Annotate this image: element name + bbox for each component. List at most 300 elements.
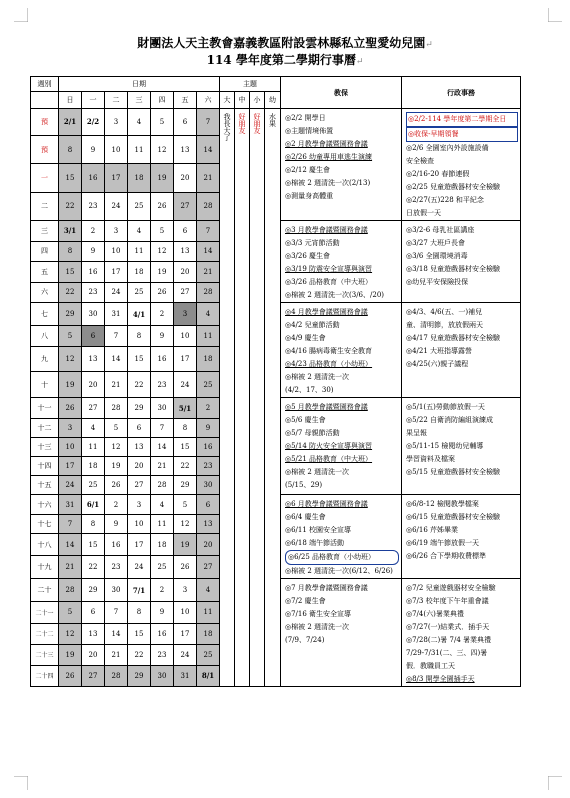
theme-name: 好朋友 <box>253 113 261 134</box>
date-cell: 5/1 <box>174 398 197 419</box>
theme-header-zhong: 中 <box>235 92 250 109</box>
admin-events-cell <box>402 109 521 221</box>
date-cell: 20 <box>82 372 105 398</box>
date-cell: 5 <box>59 602 82 623</box>
date-cell: 2 <box>82 221 105 242</box>
document-title: 財團法人天主教會嘉義教區附設雲林縣私立聖愛幼兒園↵ 114 學年度第二學期行事曆↵ <box>137 36 433 67</box>
week-label: 八 <box>31 326 59 347</box>
teaching-event: ◎棉被 2 週清洗一次 <box>285 373 350 381</box>
date-cell: 23 <box>197 457 220 476</box>
corner-mark-top-right <box>548 8 562 22</box>
date-header: 日期 <box>59 77 220 92</box>
teaching-event: ◎5 月教學會議暨園務會議 <box>285 403 368 411</box>
date-cell: 16 <box>151 623 174 644</box>
week-label: 十七 <box>31 515 59 533</box>
teaching-event: (7/9、7/24) <box>285 636 325 644</box>
date-cell: 8 <box>174 419 197 438</box>
date-cell: 17 <box>174 623 197 644</box>
week-label: 十一 <box>31 398 59 419</box>
date-cell: 17 <box>59 457 82 476</box>
date-cell: 22 <box>59 282 82 303</box>
date-cell: 26 <box>105 476 128 495</box>
date-cell: 4 <box>151 495 174 515</box>
date-cell: 6 <box>197 495 220 515</box>
admin-event: ◎5/11-15 檢閱幼兒輔導 <box>406 442 484 450</box>
week-label: 預 <box>31 135 59 163</box>
date-cell: 10 <box>105 241 128 262</box>
admin-event: ◎2/2-114 學年度第二學期全日 <box>406 112 518 127</box>
date-cell: 27 <box>197 556 220 579</box>
header-row <box>31 77 521 92</box>
date-cell: 31 <box>59 495 82 515</box>
day-header-fri: 五 <box>174 92 197 109</box>
date-cell: 29 <box>128 665 151 686</box>
date-cell: 19 <box>105 457 128 476</box>
date-cell: 22 <box>128 372 151 398</box>
date-cell: 29 <box>128 398 151 419</box>
admin-event: 日放假一天 <box>406 209 441 217</box>
date-cell: 3 <box>59 419 82 438</box>
date-cell: 2/1 <box>59 109 82 136</box>
date-cell: 17 <box>105 262 128 283</box>
teaching-event: ◎棉被 2 週清洗一次(2/13) <box>285 179 371 187</box>
date-cell: 4 <box>128 109 151 136</box>
day-header-mon: 一 <box>82 92 105 109</box>
admin-event: ◎7/2 兒童遊戲器材安全檢驗 <box>406 584 496 592</box>
admin-event: ◎7/3 校年度下午年重會議 <box>406 597 489 605</box>
teaching-event: ◎測量身高體重 <box>285 192 334 200</box>
date-cell: 7 <box>105 326 128 347</box>
week-label: 二十 <box>31 579 59 602</box>
date-cell: 12 <box>59 346 82 372</box>
week-label: 二十一 <box>31 602 59 623</box>
teaching-events-cell <box>281 579 402 687</box>
date-cell: 8 <box>128 602 151 623</box>
date-cell: 19 <box>174 533 197 556</box>
date-cell: 18 <box>82 457 105 476</box>
date-cell: 21 <box>59 556 82 579</box>
date-cell: 18 <box>151 533 174 556</box>
week-label: 十四 <box>31 457 59 476</box>
teaching-event: ◎3 月教學會議暨園務會議 <box>285 226 368 234</box>
date-cell: 12 <box>105 438 128 457</box>
teaching-event: ◎4/23 品格教育（小幼班） <box>285 360 373 368</box>
admin-event: ◎6/8-12 檢閱教學檔案 <box>406 500 479 508</box>
date-cell: 30 <box>105 579 128 602</box>
date-cell: 13 <box>174 241 197 262</box>
date-cell: 3 <box>174 303 197 326</box>
date-cell: 9 <box>82 241 105 262</box>
date-cell: 24 <box>128 556 151 579</box>
admin-event: ◎3/6 全園環境消毒 <box>406 252 468 260</box>
week-label: 五 <box>31 262 59 283</box>
date-cell: 26 <box>151 192 174 220</box>
date-cell: 12 <box>59 623 82 644</box>
week-label: 二十四 <box>31 665 59 686</box>
date-cell: 5 <box>59 326 82 347</box>
admin-event: 童、清明節，放放假兩天 <box>406 321 483 329</box>
date-cell: 28 <box>105 398 128 419</box>
teaching-event: ◎2 月教學會議暨園務會議 <box>285 140 368 148</box>
date-cell: 9 <box>105 515 128 533</box>
date-cell: 11 <box>128 135 151 163</box>
date-cell: 23 <box>82 282 105 303</box>
admin-event: ◎5/15 兒童遊戲器材安全檢驗 <box>406 468 501 476</box>
date-cell: 11 <box>128 241 151 262</box>
teaching-event: ◎5/7 母親節活動 <box>285 429 340 437</box>
date-cell: 4 <box>82 419 105 438</box>
date-cell: 25 <box>197 644 220 665</box>
admin-event: ◎7/4(六)暑業典禮 <box>406 610 464 618</box>
date-cell: 23 <box>82 192 105 220</box>
date-cell: 2 <box>151 303 174 326</box>
date-cell: 14 <box>105 623 128 644</box>
admin-event: ◎6/19 端午節放假一天 <box>406 539 480 547</box>
teaching-event: (4/2、17、30) <box>285 386 334 394</box>
admin-event: ◎2/6 全園室內外設施設備 <box>406 144 489 152</box>
date-cell: 13 <box>82 623 105 644</box>
admin-event: 7/29-7/31(二、三、四)暑 <box>406 649 488 657</box>
theme-name: 水果 <box>268 113 277 127</box>
week-label: 六 <box>31 282 59 303</box>
date-cell: 28 <box>197 282 220 303</box>
teaching-events-cell <box>281 109 402 221</box>
date-cell: 21 <box>105 372 128 398</box>
teaching-event: ◎7/2 慶生會 <box>285 597 326 605</box>
corner-mark-bottom-right <box>548 776 562 790</box>
week-label: 十九 <box>31 556 59 579</box>
date-cell: 24 <box>174 644 197 665</box>
date-cell: 5 <box>151 109 174 136</box>
week-label: 二十二 <box>31 623 59 644</box>
date-cell: 16 <box>82 262 105 283</box>
date-cell: 15 <box>128 346 151 372</box>
date-cell: 7 <box>151 419 174 438</box>
theme-column-2 <box>250 109 265 687</box>
date-cell: 30 <box>197 476 220 495</box>
teaching-event: ◎5/14 防火安全宣導與演習 <box>285 442 373 450</box>
admin-event: ◎4/17 兒童遊戲器材安全檢驗 <box>406 334 501 342</box>
date-cell: 19 <box>151 164 174 192</box>
admin-event: ◎3/27 大班戶長會 <box>406 239 466 247</box>
date-cell: 16 <box>105 533 128 556</box>
date-cell: 25 <box>128 282 151 303</box>
teaching-event: ◎4/9 慶生會 <box>285 334 326 342</box>
date-cell: 3 <box>174 579 197 602</box>
admin-event: ◎5/1(五)勞動節放假一天 <box>406 403 485 411</box>
date-cell: 27 <box>174 192 197 220</box>
date-cell: 24 <box>105 282 128 303</box>
date-cell: 16 <box>197 438 220 457</box>
teaching-event: ◎2/26 幼童專用車逃生演練 <box>285 153 373 161</box>
date-cell: 24 <box>59 476 82 495</box>
teaching-events-cell <box>281 221 402 303</box>
theme-header: 主題 <box>220 77 281 92</box>
date-cell: 28 <box>105 665 128 686</box>
teaching-header: 教保 <box>281 77 402 109</box>
admin-event: 安全檢查 <box>406 157 434 165</box>
teaching-event: ◎棉被 2 週清洗一次 <box>285 623 350 631</box>
theme-header-da: 大 <box>220 92 235 109</box>
admin-events-cell <box>402 579 521 687</box>
date-cell: 11 <box>82 438 105 457</box>
teaching-events-cell <box>281 398 402 495</box>
date-cell: 27 <box>174 282 197 303</box>
week-label: 四 <box>31 241 59 262</box>
date-cell: 7 <box>197 221 220 242</box>
week-label: 十六 <box>31 495 59 515</box>
date-cell: 2 <box>105 495 128 515</box>
date-cell: 30 <box>151 398 174 419</box>
date-cell: 20 <box>128 457 151 476</box>
admin-event: ◎2/16-20 春節連假 <box>406 170 470 178</box>
day-header-sun: 日 <box>59 92 82 109</box>
date-cell: 21 <box>197 262 220 283</box>
teaching-event: ◎3/19 防震安全宣導與演習 <box>285 265 373 273</box>
admin-header: 行政事務 <box>402 77 521 109</box>
teaching-event: ◎4/2 兒童節活動 <box>285 321 340 329</box>
date-cell: 20 <box>174 164 197 192</box>
date-cell: 7/1 <box>128 579 151 602</box>
date-cell: 12 <box>151 241 174 262</box>
date-cell: 14 <box>59 533 82 556</box>
teaching-event: ◎5/6 慶生會 <box>285 416 326 424</box>
admin-events-cell <box>402 495 521 579</box>
date-cell: 15 <box>59 164 82 192</box>
date-cell: 26 <box>174 556 197 579</box>
date-cell: 13 <box>128 438 151 457</box>
date-cell: 9 <box>151 602 174 623</box>
teaching-event: ◎棉被 2 週清洗一次 <box>285 468 350 476</box>
date-cell: 2 <box>151 579 174 602</box>
date-cell: 19 <box>59 372 82 398</box>
week-label: 十八 <box>31 533 59 556</box>
week-label: 七 <box>31 303 59 326</box>
week-label: 十五 <box>31 476 59 495</box>
date-cell: 5 <box>151 221 174 242</box>
date-cell: 18 <box>128 262 151 283</box>
teaching-event: ◎7/16 衛生安全宣導 <box>285 610 352 618</box>
day-header-tue: 二 <box>105 92 128 109</box>
teaching-event: ◎棉被 2 週清洗一次(6/12、6/26) <box>285 567 393 575</box>
admin-event: 假．教職員工天 <box>406 662 455 670</box>
admin-event: ◎4/3、4/6(五、一)補兒 <box>406 308 483 316</box>
date-cell: 6 <box>174 221 197 242</box>
date-cell: 3 <box>128 495 151 515</box>
title-line-2: 114 學年度第二學期行事曆 <box>206 53 356 67</box>
date-cell: 4 <box>128 221 151 242</box>
date-cell: 10 <box>128 515 151 533</box>
date-cell: 3/1 <box>59 221 82 242</box>
admin-event: ◎8/3 開學全園插手天 <box>406 675 475 683</box>
date-cell: 8 <box>82 515 105 533</box>
day-header-sat: 六 <box>197 92 220 109</box>
date-cell: 22 <box>128 644 151 665</box>
date-cell: 14 <box>197 135 220 163</box>
date-cell: 14 <box>197 241 220 262</box>
date-cell: 6 <box>128 419 151 438</box>
theme-header-you: 幼 <box>265 92 281 109</box>
teaching-event: ◎3/26 慶生會 <box>285 252 331 260</box>
date-cell: 2 <box>197 398 220 419</box>
date-cell: 12 <box>174 515 197 533</box>
date-cell: 10 <box>59 438 82 457</box>
date-cell: 24 <box>105 192 128 220</box>
date-cell: 29 <box>59 303 82 326</box>
week-row <box>31 109 521 136</box>
date-cell: 25 <box>197 372 220 398</box>
week-label: 十二 <box>31 419 59 438</box>
date-cell: 22 <box>82 556 105 579</box>
date-cell: 5 <box>105 419 128 438</box>
teaching-event: ◎6 月教學會議暨園務會議 <box>285 500 368 508</box>
teaching-event: ◎3/26 品格教育（中大班） <box>285 278 373 286</box>
date-cell: 30 <box>151 665 174 686</box>
date-cell: 7 <box>59 515 82 533</box>
teaching-event: ◎5/21 品格教育（中大班） <box>285 455 373 463</box>
corner-mark-bottom-left <box>14 776 28 790</box>
admin-event: ◎6/26 合下學期收費標準 <box>406 552 487 560</box>
date-cell: 22 <box>59 192 82 220</box>
date-cell: 17 <box>128 533 151 556</box>
admin-event: ◎7/28(二)暑 7/4 暑業典禮 <box>406 636 492 644</box>
date-cell: 8 <box>59 241 82 262</box>
teaching-event: ◎2/12 慶生會 <box>285 166 331 174</box>
date-cell: 8 <box>59 135 82 163</box>
date-cell: 16 <box>82 164 105 192</box>
date-cell: 25 <box>151 556 174 579</box>
admin-event: ◎2/25 兒童遊戲器材安全檢驗 <box>406 183 501 191</box>
date-cell: 10 <box>105 135 128 163</box>
date-cell: 22 <box>174 457 197 476</box>
admin-event: ◎4/21 大班指導露營 <box>406 347 473 355</box>
teaching-event: ◎3/3 元宵節活動 <box>285 239 340 247</box>
date-cell: 6 <box>82 326 105 347</box>
date-cell: 17 <box>105 164 128 192</box>
date-cell: 5 <box>174 495 197 515</box>
date-cell: 26 <box>59 398 82 419</box>
date-cell: 20 <box>197 533 220 556</box>
date-cell: 23 <box>105 556 128 579</box>
theme-column-3 <box>265 109 281 687</box>
date-cell: 23 <box>151 644 174 665</box>
week-label: 十三 <box>31 438 59 457</box>
date-cell: 21 <box>197 164 220 192</box>
teaching-events-cell <box>281 495 402 579</box>
theme-name: 好朋友 <box>238 113 246 134</box>
teaching-event: ◎6/18 端午節活動 <box>285 539 345 547</box>
date-cell: 15 <box>174 438 197 457</box>
date-cell: 9 <box>82 135 105 163</box>
date-cell: 21 <box>105 644 128 665</box>
date-cell: 23 <box>151 372 174 398</box>
admin-events-cell <box>402 221 521 303</box>
admin-event: ◎6/16 芹姊畢業 <box>406 526 459 534</box>
admin-events-cell <box>402 303 521 398</box>
teaching-event: ◎4 月教學會議暨園務會議 <box>285 308 368 316</box>
date-cell: 4 <box>197 303 220 326</box>
admin-event: ◎7/27(一)結業式．插手天 <box>406 623 490 631</box>
admin-event: ◎6/15 兒童遊戲器材安全檢驗 <box>406 513 501 521</box>
title-line-1: 財團法人天主教會嘉義教區附設雲林縣私立聖愛幼兒園 <box>137 36 426 50</box>
date-cell: 20 <box>174 262 197 283</box>
teaching-event: ◎6/25 品格教育（小幼班） <box>285 550 399 565</box>
teaching-event: ◎7 月教學會議暨園務會議 <box>285 584 368 592</box>
date-cell: 31 <box>105 303 128 326</box>
date-cell: 21 <box>151 457 174 476</box>
date-cell: 29 <box>174 476 197 495</box>
date-cell: 6 <box>174 109 197 136</box>
theme-column-1 <box>235 109 250 687</box>
date-cell: 19 <box>151 262 174 283</box>
date-cell: 7 <box>105 602 128 623</box>
date-cell: 6/1 <box>82 495 105 515</box>
week-label: 預 <box>31 109 59 136</box>
week-label: 一 <box>31 164 59 192</box>
date-cell: 26 <box>59 665 82 686</box>
date-cell: 19 <box>59 644 82 665</box>
week-label: 十 <box>31 372 59 398</box>
admin-event: ◎4/25(六)親子議程 <box>406 360 469 368</box>
date-cell: 9 <box>197 419 220 438</box>
date-cell: 13 <box>82 346 105 372</box>
date-cell: 4/1 <box>128 303 151 326</box>
date-cell: 27 <box>82 665 105 686</box>
date-cell: 31 <box>174 665 197 686</box>
date-cell: 6 <box>82 602 105 623</box>
teaching-event: ◎2/2 開學日 <box>285 114 326 122</box>
week-label: 二 <box>31 192 59 220</box>
admin-event: ◎2/27(五)228 和平紀念 <box>406 196 484 204</box>
theme-column-0 <box>220 109 235 687</box>
admin-event: ◎3/18 兒童遊戲器材安全檢驗 <box>406 265 501 273</box>
date-cell: 18 <box>197 623 220 644</box>
date-cell: 7 <box>197 109 220 136</box>
teaching-event: ◎6/4 慶生會 <box>285 513 326 521</box>
admin-event: ◎5/22 自衛消防編組演練成 <box>406 416 494 424</box>
date-cell: 28 <box>151 476 174 495</box>
date-cell: 14 <box>105 346 128 372</box>
day-header-wed: 三 <box>128 92 151 109</box>
admin-event: ◎幼兒平安保險投保 <box>406 278 469 286</box>
date-cell: 11 <box>197 326 220 347</box>
date-cell: 18 <box>197 346 220 372</box>
teaching-event: ◎6/11 校園安全宣導 <box>285 526 352 534</box>
date-cell: 15 <box>82 533 105 556</box>
date-cell: 14 <box>151 438 174 457</box>
date-cell: 3 <box>105 221 128 242</box>
week-label: 九 <box>31 346 59 372</box>
date-cell: 25 <box>82 476 105 495</box>
teaching-event: ◎主題情境佈置 <box>285 127 334 135</box>
teaching-event: ◎4/16 腸病毒衛生安全教育 <box>285 347 373 355</box>
theme-header-xiao: 小 <box>250 92 265 109</box>
date-cell: 8 <box>128 326 151 347</box>
date-cell: 26 <box>151 282 174 303</box>
date-cell: 20 <box>82 644 105 665</box>
date-cell: 8/1 <box>197 665 220 686</box>
date-cell: 29 <box>82 579 105 602</box>
corner-mark-top-left <box>14 8 28 22</box>
date-cell: 27 <box>128 476 151 495</box>
teaching-event: ◎棉被 2 週清洗一次(3/6、/20) <box>285 291 385 299</box>
date-cell: 24 <box>174 372 197 398</box>
day-header-thu: 四 <box>151 92 174 109</box>
date-cell: 9 <box>151 326 174 347</box>
date-cell: 12 <box>151 135 174 163</box>
date-cell: 13 <box>174 135 197 163</box>
theme-name: 我長大了 <box>223 113 231 141</box>
